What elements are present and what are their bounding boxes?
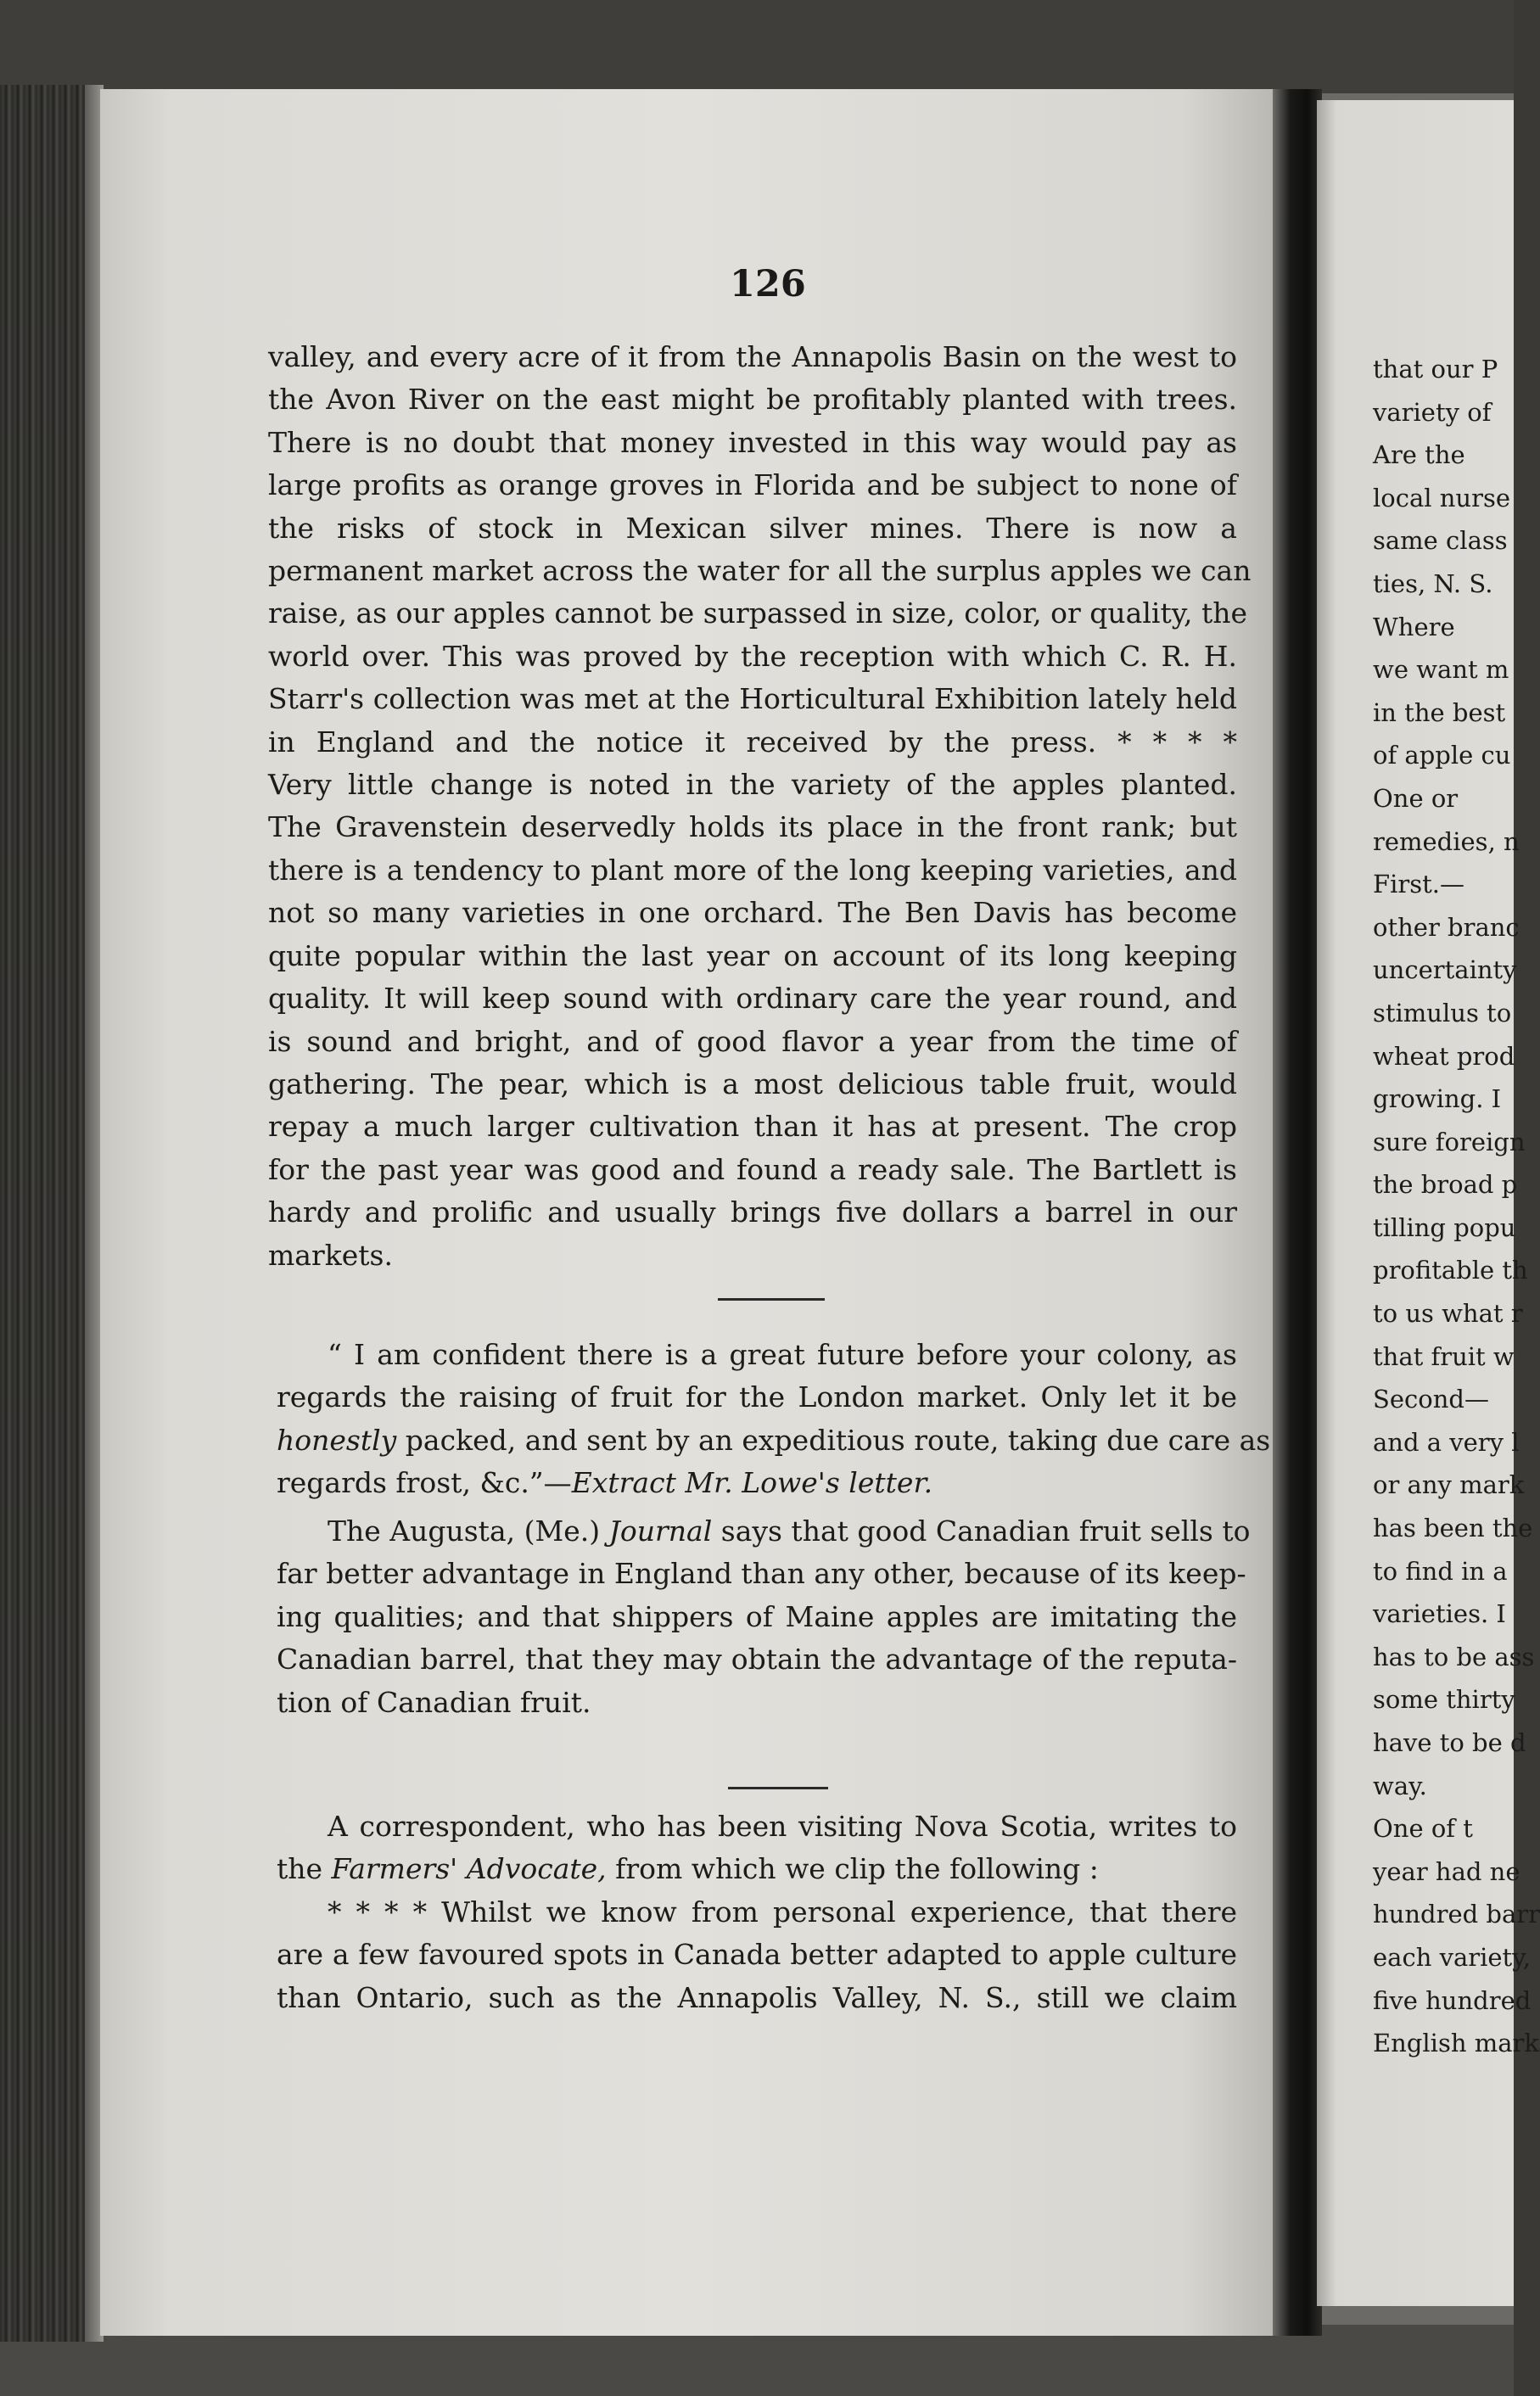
right-page-line: five hundred bbox=[1373, 1985, 1532, 2015]
body-text-line: large profits as orange groves in Florida and be subject to none of bbox=[268, 468, 1237, 502]
body-text-line bbox=[277, 1934, 1237, 1976]
text-run: packed, and sent by an expeditious route, taking due care as bbox=[396, 1423, 1271, 1457]
right-page-line: One or bbox=[1373, 783, 1459, 813]
right-page-line: each variety, bbox=[1373, 1942, 1531, 1972]
correspondent-paragraph bbox=[277, 1805, 1237, 2019]
right-page-line: English mark bbox=[1373, 2029, 1539, 2058]
text-run: “ I am confident there is a great future before your colony, as bbox=[328, 1338, 1237, 1371]
body-text-line: not so many varieties in one orchard. The Ben Davis has become bbox=[268, 896, 1237, 930]
lowe-letter-quote-body bbox=[277, 1334, 1271, 1505]
body-text-line: hardy and prolific and usually brings five dollars a barrel in our bbox=[268, 1195, 1237, 1229]
text-run: Canadian barrel, that they may obtain the advantage of the reputa- bbox=[277, 1643, 1237, 1677]
body-text-line: the Avon River on the east might be profitably planted with trees. bbox=[268, 383, 1237, 417]
body-text-line bbox=[277, 1977, 1237, 2019]
right-page-line: have to be d bbox=[1373, 1728, 1526, 1757]
body-text-line: in England and the notice it received by the press. * * * * bbox=[268, 725, 1237, 759]
body-text-line: markets. bbox=[268, 1238, 393, 1272]
right-page-line: year had ne bbox=[1373, 1856, 1520, 1886]
right-page-line: and a very l bbox=[1373, 1427, 1520, 1457]
body-text-line: there is a tendency to plant more of the long keeping varieties, and bbox=[268, 853, 1237, 887]
book-gutter bbox=[1273, 89, 1322, 2336]
right-page-line: we want m bbox=[1373, 655, 1509, 685]
right-page-line: in the best bbox=[1373, 697, 1506, 727]
right-page-line: sure foreign bbox=[1373, 1127, 1526, 1156]
right-page-line: hundred barr bbox=[1373, 1900, 1540, 1929]
body-text-line bbox=[277, 1334, 1237, 1376]
section-divider-2 bbox=[728, 1787, 828, 1789]
main-paragraph bbox=[268, 336, 1252, 1277]
right-page-line: growing. I bbox=[1373, 1084, 1502, 1114]
body-text-line bbox=[277, 1848, 1237, 1890]
text-run: * * * * Whilst we know from personal experience, that there bbox=[328, 1895, 1237, 1929]
book-spine-edge bbox=[0, 85, 85, 2342]
scanner-bed-top bbox=[0, 0, 1514, 93]
right-page-line: Where bbox=[1373, 612, 1455, 641]
right-page-line: ties, N. S. bbox=[1373, 568, 1493, 598]
body-text-line bbox=[277, 1891, 1237, 1934]
right-page-line: to find in a bbox=[1373, 1556, 1508, 1586]
body-text-line: permanent market across the water for all the surplus apples we can bbox=[268, 554, 1252, 588]
text-run: from which we clip the following : bbox=[606, 1852, 1099, 1886]
body-text-line: Very little change is noted in the variety of the apples planted. bbox=[268, 768, 1237, 802]
body-text-line bbox=[277, 1638, 1237, 1681]
right-page-line: remedies, n bbox=[1373, 826, 1520, 856]
body-text-line: quality. It will keep sound with ordinary care the year round, and bbox=[268, 982, 1237, 1016]
body-text-line bbox=[277, 1553, 1246, 1595]
right-page-line: that fruit w bbox=[1373, 1341, 1515, 1371]
right-page-line: way. bbox=[1373, 1771, 1427, 1800]
right-page-line: that our P bbox=[1373, 355, 1498, 383]
text-run: The Augusta, (Me.) bbox=[328, 1514, 609, 1548]
body-text-line: repay a much larger cultivation than it has at present. The crop bbox=[268, 1110, 1237, 1144]
body-text-line bbox=[277, 1596, 1237, 1638]
body-text-line bbox=[277, 1805, 1237, 1848]
right-page-line: variety of bbox=[1373, 397, 1492, 427]
right-page-line: the broad p bbox=[1373, 1170, 1518, 1200]
right-page-line: Are the bbox=[1373, 440, 1465, 470]
right-page-line: varieties. I bbox=[1373, 1599, 1506, 1629]
right-page-line: uncertainty bbox=[1373, 955, 1517, 985]
body-text-line bbox=[277, 1510, 1251, 1553]
right-page-line: Second— bbox=[1373, 1385, 1489, 1414]
right-page-line: local nurse bbox=[1373, 483, 1511, 512]
right-page-line: some thirty bbox=[1373, 1685, 1515, 1715]
body-text-line: quite popular within the last year on account of its long keeping bbox=[268, 938, 1237, 972]
italic-text: Journal bbox=[608, 1514, 713, 1548]
right-page-line: wheat prod bbox=[1373, 1041, 1515, 1071]
body-text-line: gathering. The pear, which is a most delicious table fruit, would bbox=[268, 1066, 1237, 1100]
body-text-line: There is no doubt that money invested in this way would pay as bbox=[268, 425, 1237, 459]
body-text-line bbox=[277, 1376, 1237, 1419]
augusta-journal-paragraph bbox=[277, 1510, 1251, 1724]
text-run: regards frost, &c.”— bbox=[277, 1466, 572, 1500]
right-page-line: First.— bbox=[1373, 870, 1465, 899]
right-page-line: has to be ass bbox=[1373, 1642, 1535, 1671]
body-text-line: the risks of stock in Mexican silver mines. There is now a bbox=[268, 511, 1237, 545]
body-text-line: is sound and bright, and of good flavor a year from the time of bbox=[268, 1024, 1237, 1058]
text-run: far better advantage in England than any other, because of its keep- bbox=[277, 1557, 1246, 1591]
text-run: ing qualities; and that shippers of Maine apples are imitating the bbox=[277, 1599, 1237, 1633]
right-page-line: of apple cu bbox=[1373, 741, 1511, 770]
right-page-line: tilling popu bbox=[1373, 1212, 1516, 1242]
body-text-line: Starr's collection was met at the Horticultural Exhibition lately held bbox=[268, 682, 1237, 716]
italic-text: Farmers' Advocate, bbox=[331, 1852, 607, 1886]
right-page-line: profitable th bbox=[1373, 1256, 1528, 1285]
text-run: than Ontario, such as the Annapolis Valley, N. S., still we claim bbox=[277, 1980, 1237, 2014]
page-number: 126 bbox=[730, 263, 806, 305]
right-page-line: stimulus to bbox=[1373, 998, 1512, 1027]
right-page-line: One of t bbox=[1373, 1814, 1473, 1844]
body-text-line: valley, and every acre of it from the Annapolis Basin on the west to bbox=[268, 340, 1237, 373]
body-text-line: for the past year was good and found a ready sale. The Bartlett is bbox=[268, 1152, 1237, 1186]
right-page-line: same class bbox=[1373, 526, 1508, 556]
right-page-text bbox=[1373, 348, 1540, 2065]
section-divider-1 bbox=[718, 1298, 825, 1301]
right-page-line: other branc bbox=[1373, 912, 1520, 942]
body-text-line: world over. This was proved by the reception with which C. R. H. bbox=[268, 639, 1237, 673]
text-run: regards the raising of fruit for the London market. Only let it be bbox=[277, 1380, 1237, 1414]
text-run: are a few favoured spots in Canada better adapted to apple culture bbox=[277, 1938, 1237, 1972]
body-text-line bbox=[277, 1419, 1271, 1462]
text-run: the bbox=[277, 1852, 332, 1886]
italic-text: Extract Mr. Lowe's letter. bbox=[571, 1466, 933, 1500]
text-run: A correspondent, who has been visiting Nova Scotia, writes to bbox=[328, 1810, 1237, 1843]
body-text-line bbox=[277, 1462, 1237, 1504]
text-run: says that good Canadian fruit sells to bbox=[712, 1514, 1251, 1548]
right-page-line: or any mark bbox=[1373, 1470, 1525, 1500]
right-page-line: to us what r bbox=[1373, 1299, 1523, 1329]
body-text-line: The Gravenstein deservedly holds its place in the front rank; but bbox=[268, 810, 1237, 844]
italic-text: honestly bbox=[277, 1423, 397, 1457]
text-run: tion of Canadian fruit. bbox=[277, 1685, 591, 1719]
right-page-line: has been the bbox=[1373, 1514, 1533, 1543]
body-text-line: raise, as our apples cannot be surpassed in size, color, or quality, the bbox=[268, 596, 1247, 630]
body-text-line bbox=[277, 1682, 1237, 1724]
